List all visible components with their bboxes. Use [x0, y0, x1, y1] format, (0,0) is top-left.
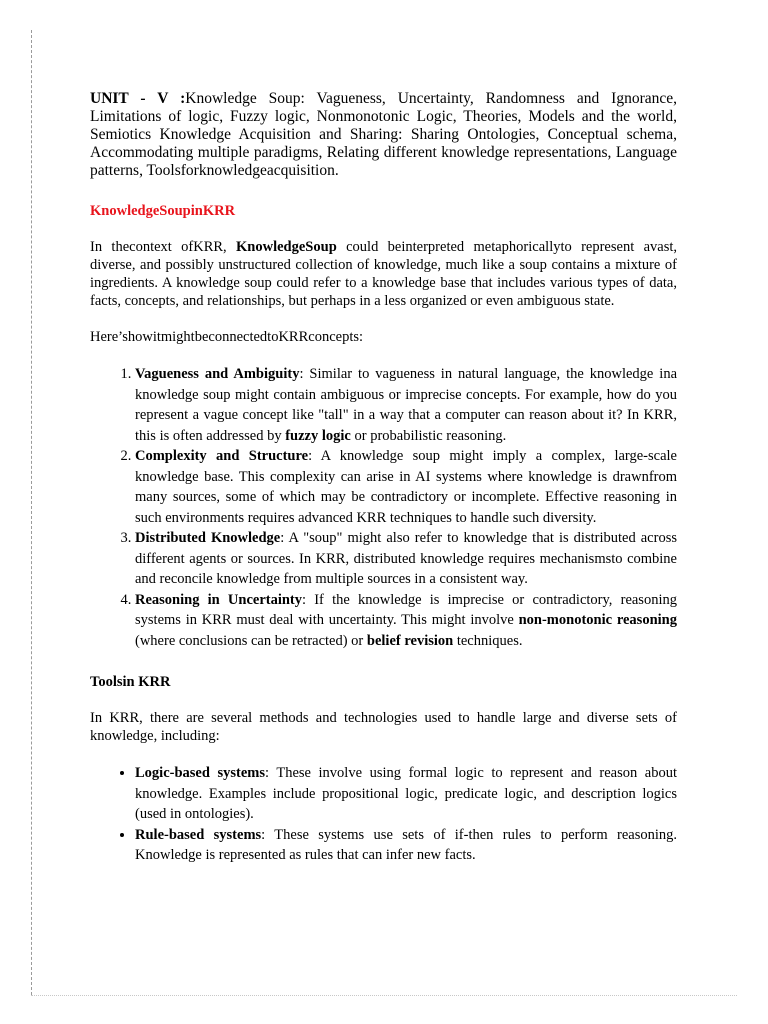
unit-text: Knowledge Soup: Vagueness, Uncertainty, Randomness and Ignorance, Limitations of logic, Fuzzy logic, Nonmonotonic Logic, Theories, Models and the world, Semiotics Knowledge Acquisition and Sharing: Sharing Ontologies, Conceptual schema, Accommodating multiple paradigms, Relating different knowledge representations, Language patterns, Toolsforknowledgeacquisition.	[90, 90, 677, 179]
list-item: 3. Distributed Knowledge: A "soup" might also refer to knowledge that is distributed across different agents or sources. In KRR, distributed knowledge requires mechanismsto combine and reconcile knowledge from multiple sources in a consistent way.	[135, 528, 677, 590]
list-item: 1. Vagueness and Ambiguity: Similar to vagueness in natural language, the knowledge ina knowledge soup might contain ambiguous or imprecise concepts. For example, how do you represent a vague concept like "tall" in a way that a computer can reason about it? In KRR, this is often addressed by fuzzy logic or probabilistic reasoning.	[135, 364, 677, 446]
krr-concepts-lead: Here’showitmightbeconnectedtoKRRconcepts:	[90, 329, 364, 345]
section-heading-knowledge-soup: KnowledgeSoupinKRR	[90, 203, 236, 219]
unit-syllabus	[90, 90, 677, 180]
knowledge-soup-intro: In thecontext ofKRR, KnowledgeSoup could beinterpreted metaphoricallyto represent avast, diverse, and possibly unstructured collection of knowledge, much like a soup contains a mixture of ingredients. A knowledge soup could refer to a knowledge base that includes various types of data, facts, concepts, and relationships, but perhaps in a less organized or even ambiguous state.	[90, 239, 677, 309]
list-item: 4. Reasoning in Uncertainty: If the knowledge is imprecise or contradictory, reasoning systems in KRR must deal with uncertainty. This might involve non-monotonic reasoning (where conclusions can be retracted) or belief revision techniques.	[135, 590, 677, 652]
page-bottom-line	[31, 995, 737, 996]
tools-intro: In KRR, there are several methods and technologies used to handle large and diverse sets of knowledge, including:	[90, 710, 677, 744]
section-heading-tools: Toolsin KRR	[90, 674, 171, 690]
krr-concepts-list	[90, 364, 677, 651]
list-item: • Rule-based systems: These systems use sets of if-then rules to perform reasoning. Knowledge is represented as rules that can infer new facts.	[135, 825, 677, 866]
list-item: 2. Complexity and Structure: A knowledge soup might imply a complex, large-scale knowledge base. This complexity can arise in AI systems where knowledge is drawnfrom many sources, some of which may be contradictory or incomplete. Effective reasoning in such environments requires advanced KRR techniques to handle such diversity.	[135, 446, 677, 528]
tools-list	[90, 763, 677, 866]
document-page	[90, 90, 677, 866]
list-item: • Logic-based systems: These involve using formal logic to represent and reason about knowledge. Examples include propositional logic, predicate logic, and description logics (used in ontologies).	[135, 763, 677, 825]
page-margin-line	[31, 30, 32, 995]
unit-label: UNIT - V :	[90, 90, 186, 107]
